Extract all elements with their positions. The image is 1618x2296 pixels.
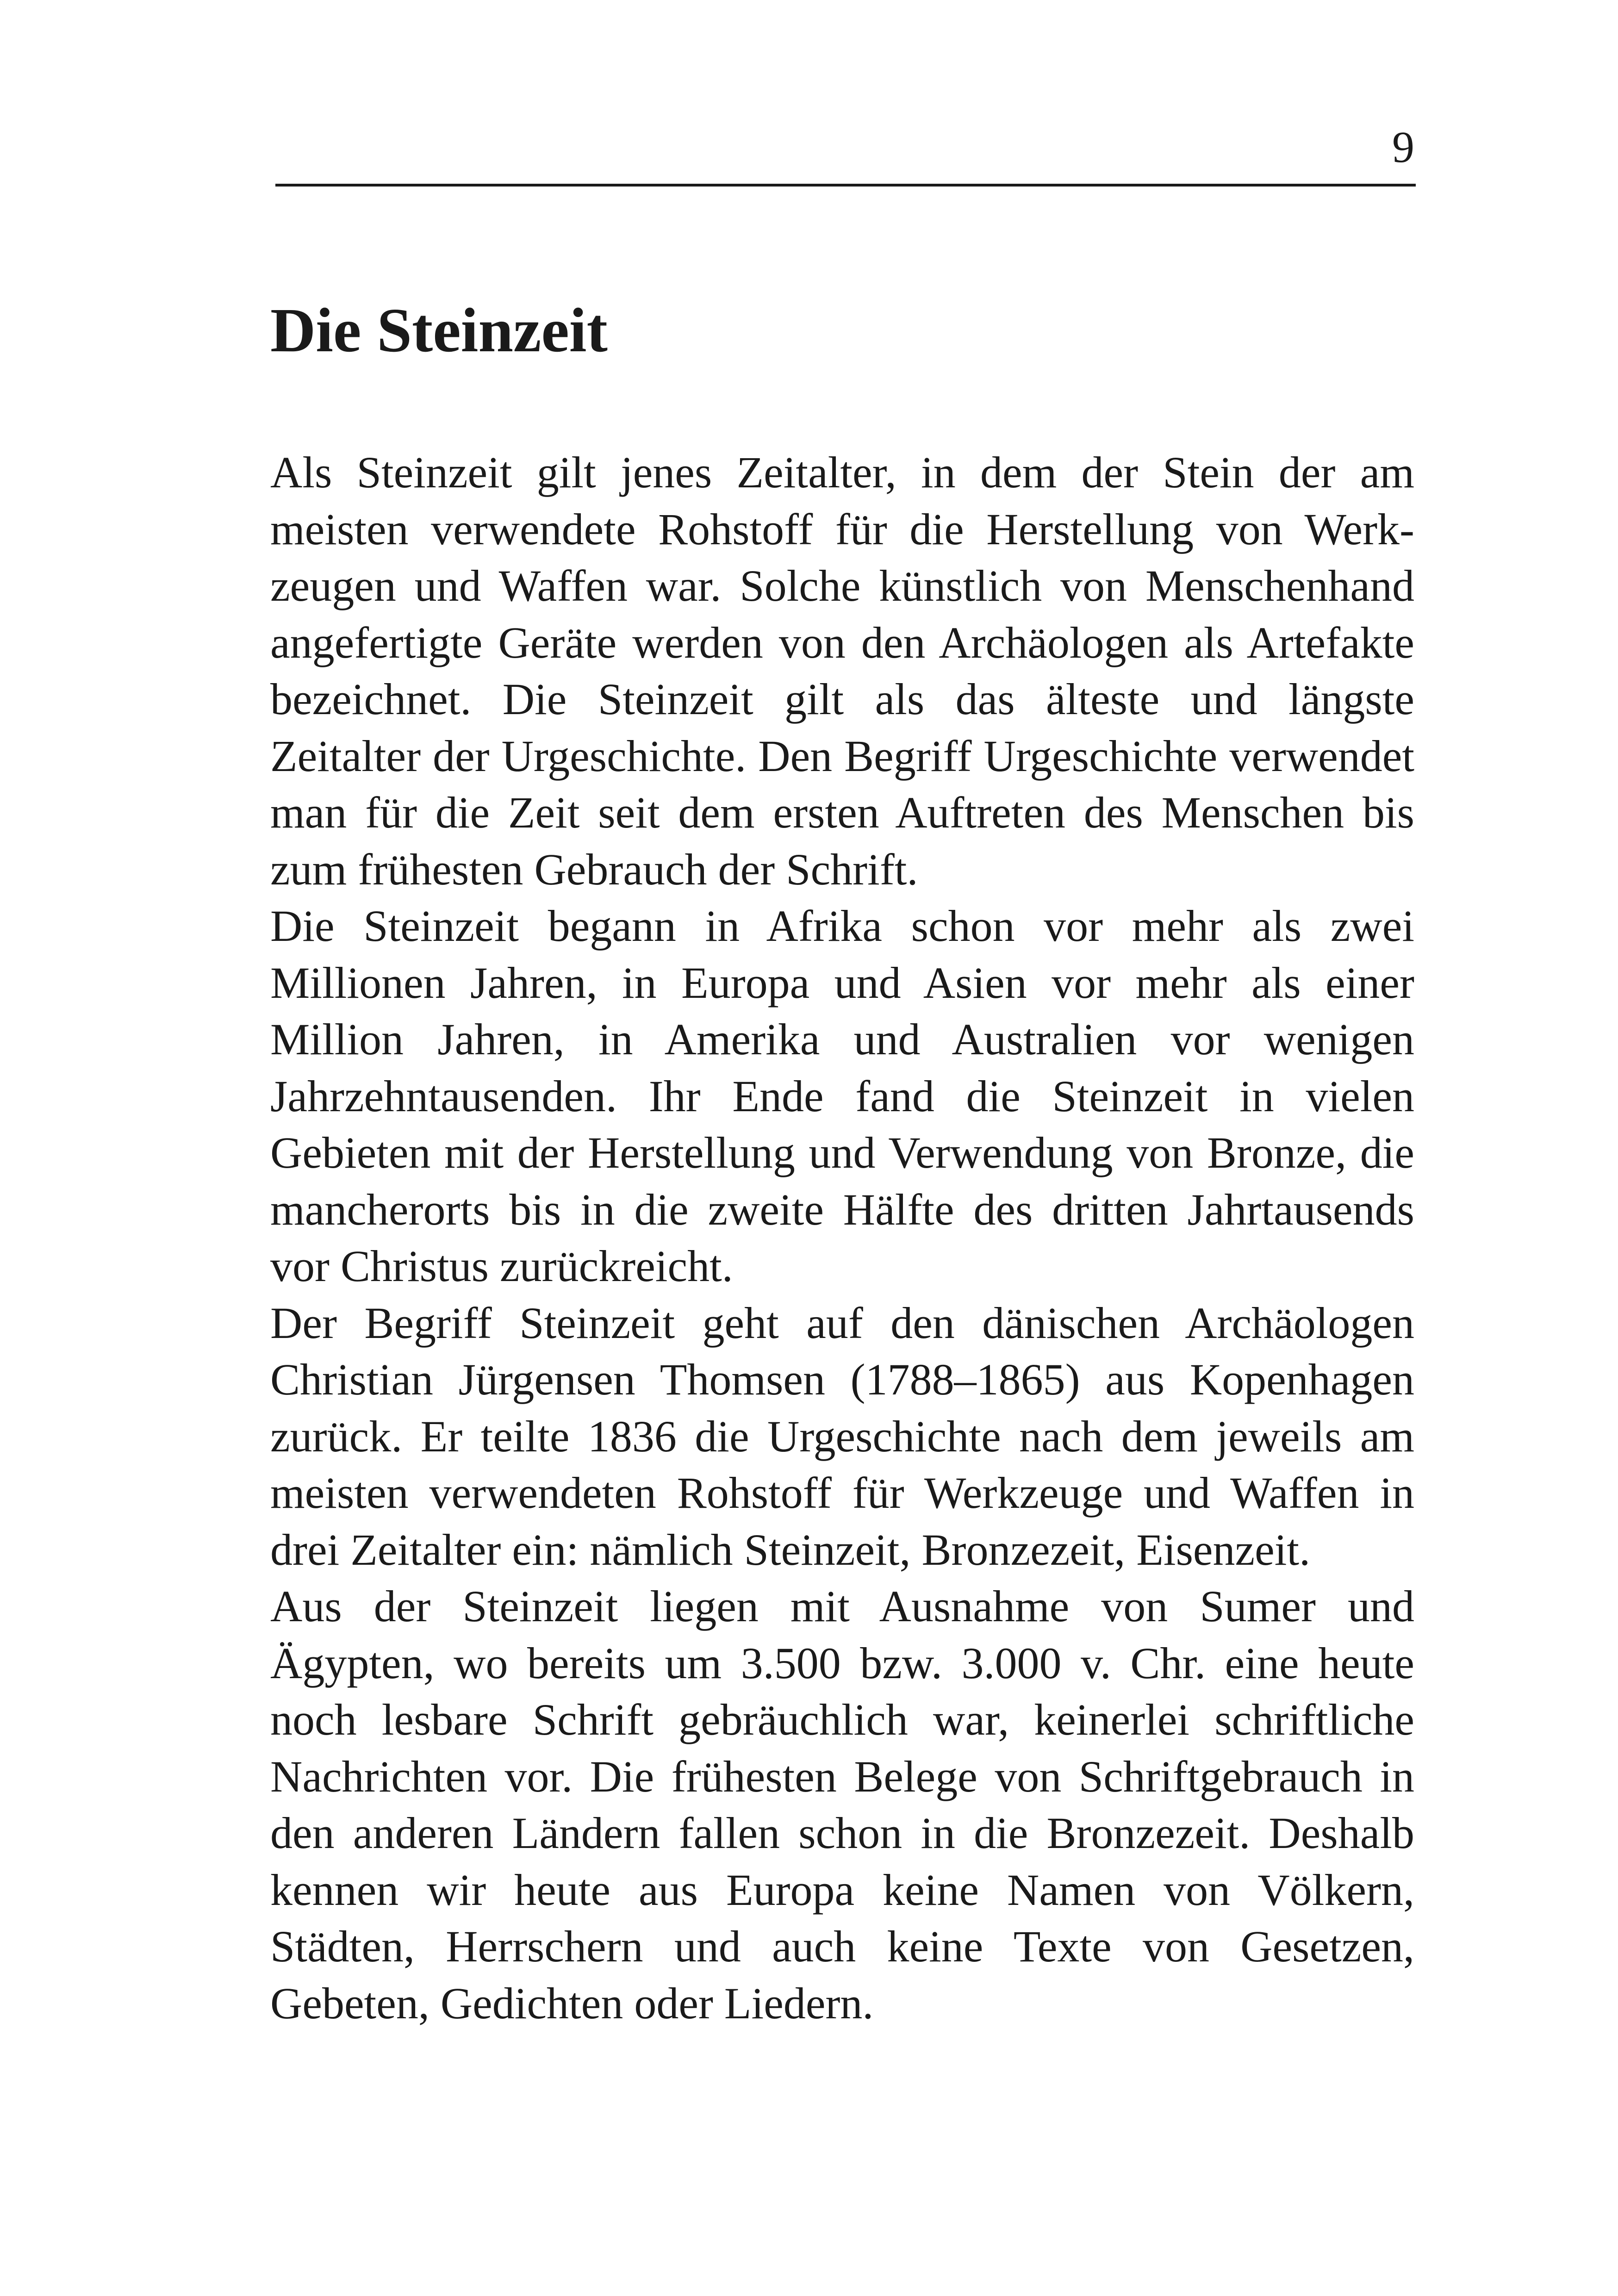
paragraph: Die Steinzeit begann in Afrika schon vor mehr als zwei Millionen Jahren, in Europa und Asien vor mehr als einer Million Jahren, in Amerika und Australien vor wenigen Jahrzehntausenden. Ihr Ende fand die Steinzeit in vielen Gebieten mit der Herstellung und Verwendung von Bronze, die mancherorts bis in die zweite Hälfte des dritten Jahrtausends vor Christus zurückreicht.	[270, 901, 1414, 1291]
paragraph: Aus der Steinzeit liegen mit Ausnahme von Sumer und Ägypten, wo bereits um 3.500 bzw. 3.000 v. Chr. eine heute noch lesbare Schrift gebräuchlich war, keinerlei schriftliche Nachrichten vor. Die frühesten Belege von Schriftgebrauch in den anderen Ländern fallen schon in die Bronzezeit. Deshalb kennen wir heute aus Europa keine Namen von Völkern, Städten, Herrschern und auch keine Texte von Gesetzen, Gebeten, Gedichten oder Liedern.	[270, 1581, 1414, 2028]
paragraph: Als Steinzeit gilt jenes Zeitalter, in dem der Stein der am meisten verwendete Rohstoff für die Herstellung von Werkzeugen und Waffen war. Solche künstlich von Menschenhand angefertigte Geräte werden von den Archäologen als Artefakte bezeichnet. Die Steinzeit gilt als das älteste und längste Zeitalter der Urgeschichte. Den Begriff Urgeschichte verwendet man für die Zeit seit dem ersten Auftreten des Menschen bis zum frühesten Gebrauch der Schrift.	[270, 448, 1414, 894]
paragraph: Der Begriff Steinzeit geht auf den dänischen Archäologen Christian Jürgensen Thomsen (1788–1865) aus Kopenhagen zurück. Er teilte 1836 die Urgeschichte nach dem jeweils am meisten verwendeten Rohstoff für Werkzeuge und Waffen in drei Zeitalter ein: nämlich Steinzeit, Bronzezeit, Eisenzeit.	[270, 1298, 1414, 1574]
chapter-title: Die Steinzeit	[270, 296, 608, 365]
header-rule	[275, 184, 1416, 187]
body-text	[270, 444, 1414, 2032]
page-number: 9	[1392, 122, 1414, 172]
